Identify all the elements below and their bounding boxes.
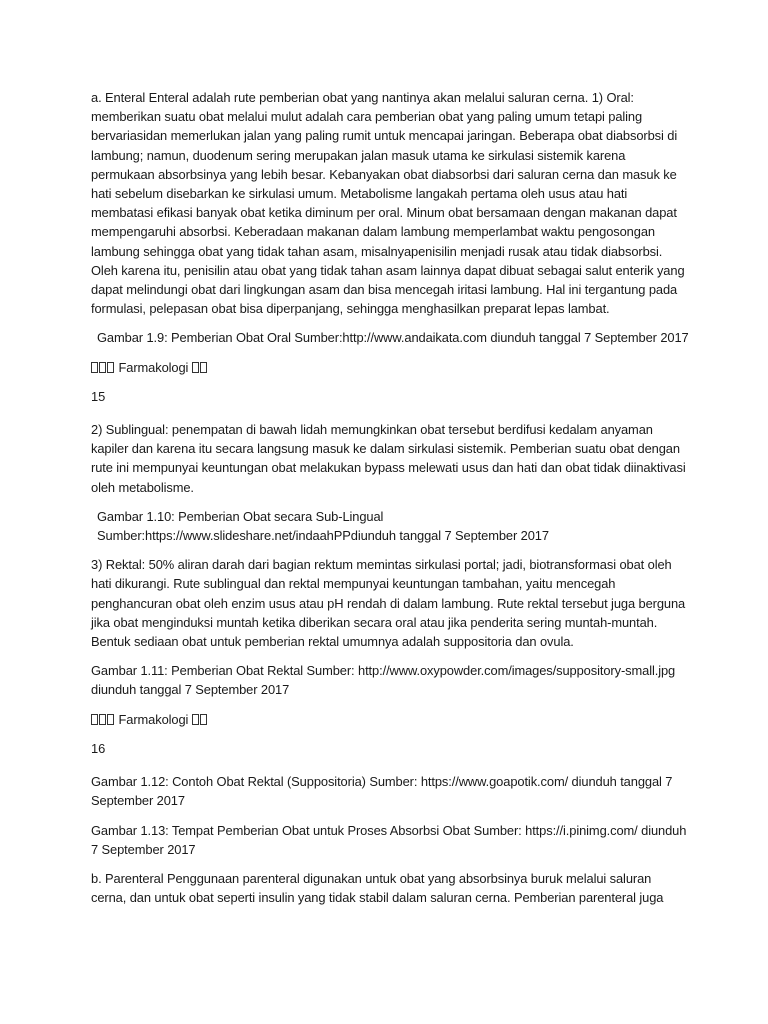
running-header [91, 358, 689, 377]
caption-figure-1-9: Gambar 1.9: Pemberian Obat Oral Sumber:http://www.andaikata.com diunduh tanggal 7 September 2017 [97, 330, 689, 346]
caption-figure-1-13: Gambar 1.13: Tempat Pemberian Obat untuk Proses Absorbsi Obat Sumber: https://i.pinimg.com/ diunduh 7 September 2017 [91, 822, 687, 857]
caption-figure-1-11: Gambar 1.11: Pemberian Obat Rektal Sumber: http://www.oxypowder.com/images/suppository-small.jpg diunduh tanggal 7 September 2017 [91, 663, 676, 698]
unknown-glyph-icon [192, 712, 208, 727]
running-header-text: Farmakologi [118, 359, 189, 375]
page-number: 15 [91, 388, 106, 404]
unknown-glyph-icon [192, 360, 208, 375]
document-page [91, 88, 689, 917]
paragraph-sublingual: 2) Sublingual: penempatan di bawah lidah memungkinkan obat tersebut berdifusi kedalam anyaman kapiler dan karena itu secara langsung masuk ke dalam sirkulasi sistemik. Pemberian suatu obat dengan rute ini mempunyai keuntungan obat melakukan bypass melewati usus dan hati dan obat tidak diinaktivasi oleh metabolisme. [91, 422, 686, 495]
unknown-glyph-icon [91, 712, 115, 727]
unknown-glyph-icon [91, 360, 115, 375]
paragraph-rektal: 3) Rektal: 50% aliran darah dari bagian rektum memintas sirkulasi portal; jadi, biotransformasi obat oleh hati dikurangi. Rute sublingual dan rektal mempunyai keuntungan tambahan, yaitu mencegah penghancuran obat oleh enzim usus atau pH rendah di dalam lambung. Rute rektal tersebut juga berguna jika obat menginduksi muntah ketika diberikan secara oral atau jika penderita sering muntah-muntah. Bentuk sediaan obat untuk pemberian rektal umumnya adalah suppositoria dan ovula. [91, 557, 686, 650]
paragraph-enteral: a. Enteral Enteral adalah rute pemberian obat yang nantinya akan melalui saluran cerna. 1) Oral: memberikan suatu obat melalui mulut adalah cara pemberian obat yang paling umum tetapi paling bervariasidan memerlukan jalan yang paling rumit untuk mencapai jaringan. Beberapa obat diabsorbsi di lambung; namun, duodenum sering merupakan jalan masuk utama ke sirkulasi sistemik karena permukaan absorbsinya yang lebih besar. Kebanyakan obat diabsorbsi dari saluran cerna dan masuk ke hati sebelum disebarkan ke sirkulasi umum. Metabolisme langakah pertama oleh usus atau hati membatasi efikasi banyak obat ketika diminum per oral. Minum obat bersamaan dengan makanan dapat mempengaruhi absorbsi. Keberadaan makanan dalam lambung memperlambat waktu pengosongan lambung sehingga obat yang tidak tahan asam, misalnyapenisilin menjadi rusak atau tidak diabsorbsi. Oleh karena itu, penisilin atau obat yang tidak tahan asam lainnya dapat dibuat sebagai salut enterik yang dapat melindungi obat dari lingkungan asam dan bisa mencegah iritasi lambung. Hal ini tergantung pada formulasi, pelepasan obat bisa diperpanjang, sehingga menghasilkan preparat lepas lambat. [91, 90, 685, 317]
running-header-text: Farmakologi [118, 711, 189, 727]
caption-line: Gambar 1.10: Pemberian Obat secara Sub-Lingual [97, 508, 384, 524]
page-number: 16 [91, 740, 106, 756]
running-header [91, 710, 689, 729]
paragraph-parenteral: b. Parenteral Penggunaan parenteral digunakan untuk obat yang absorbsinya buruk melalui saluran cerna, dan untuk obat seperti insulin yang tidak stabil dalam saluran cerna. Pemberian parenteral juga [91, 870, 664, 906]
caption-figure-1-10 [91, 507, 689, 545]
caption-figure-1-12: Gambar 1.12: Contoh Obat Rektal (Suppositoria) Sumber: https://www.goapotik.com/ diunduh tanggal 7 September 2017 [91, 774, 673, 809]
caption-line: Sumber:https://www.slideshare.net/indaahPPdiunduh tanggal 7 September 2017 [97, 528, 549, 544]
